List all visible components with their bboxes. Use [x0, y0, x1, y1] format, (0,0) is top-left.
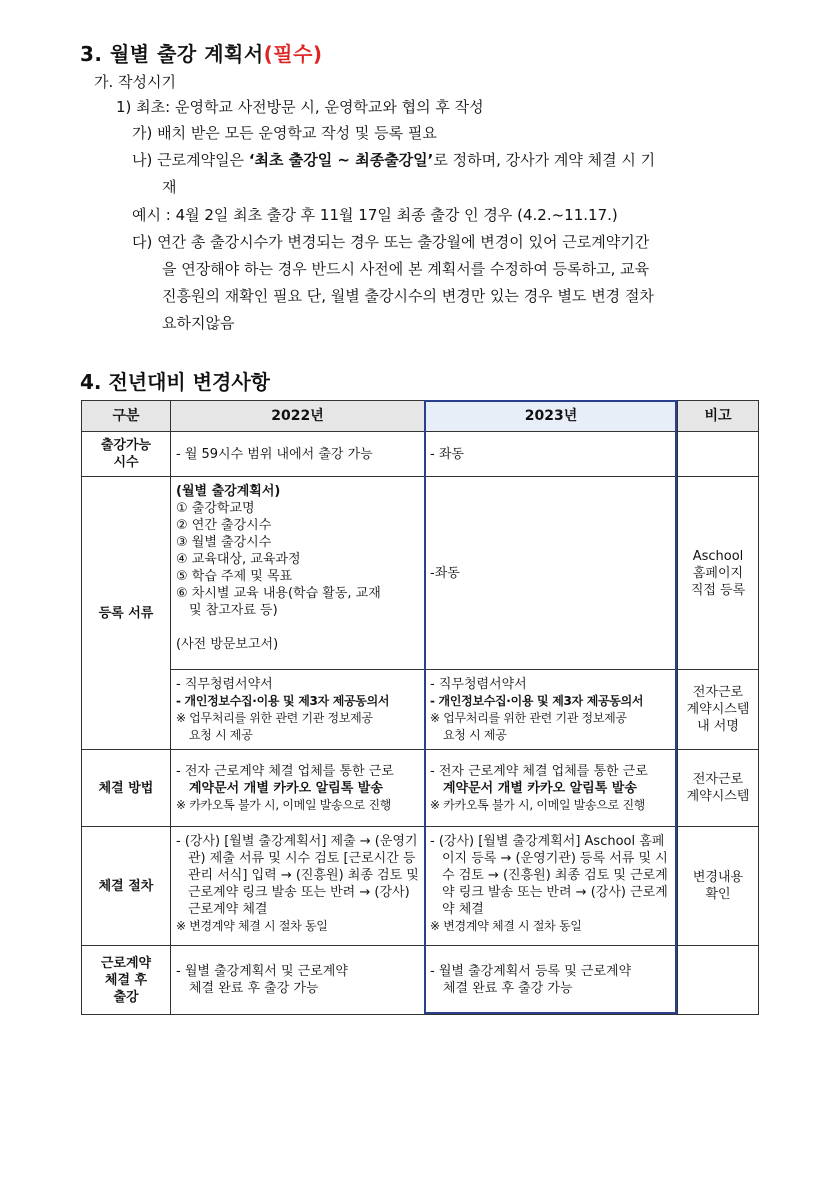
method-line-bold: 계약문서 개별 카카오 알림톡 발송 [443, 780, 637, 796]
docs-item: ⑥ 차시별 교육 내용(학습 활동, 교재 [176, 586, 381, 601]
method-note: ※ 카카오톡 불가 시, 이메일 발송으로 진행 [176, 797, 392, 812]
item-na [132, 148, 655, 172]
after-2023-1: - 월별 출강계획서 등록 및 근로계약 [430, 964, 632, 979]
procedure-2023-text: - (강사) [월별 출강계획서] Aschool 홈페이지 등록 → (운영기관) 등록 서류 및 시수 검토 → (진흥원) 최종 검토 및 근로계약 링크 발송 또는 반려 → (강사) 근로계약 체결 [430, 834, 668, 917]
section-4-title: 4. 전년대비 변경사항 [80, 370, 270, 394]
hours-2023: - 좌동 [425, 432, 678, 477]
row-hours [82, 432, 759, 477]
after-2023-2: 체결 완료 후 출강 가능 [443, 981, 573, 996]
row-docs-a [82, 477, 759, 670]
method-line-bold: 계약문서 개별 카카오 알림톡 발송 [189, 780, 383, 796]
docs-item: ⑤ 학습 주제 및 목표 [176, 569, 293, 584]
docs-2022-extra: (사전 방문보고서) [176, 637, 279, 652]
label-procedure: 체결 절차 [82, 827, 171, 946]
procedure-2022-note: ※ 변경계약 체결 시 절차 동일 [176, 919, 328, 933]
row-procedure [82, 827, 759, 946]
item-da-4: 요하지않음 [162, 314, 235, 332]
consent-line: - 개인정보수집·이용 및 제3자 제공동의서 [176, 693, 390, 708]
label-hours: 출강가능 시수 [82, 432, 171, 477]
item-na-bold: ‘최초 출강일 ~ 최종출강일’ [248, 151, 434, 169]
header-category: 구분 [82, 401, 171, 432]
hours-2022: - 월 59시수 범위 내에서 출강 가능 [171, 432, 425, 477]
procedure-2023-note: ※ 변경계약 체결 시 절차 동일 [430, 919, 582, 933]
header-2023: 2023년 [425, 401, 678, 432]
docs-2023: -좌동 [425, 477, 678, 670]
after-2022-2: 체결 완료 후 출강 가능 [189, 981, 319, 996]
procedure-2022 [171, 827, 425, 946]
after-2023 [425, 946, 678, 1015]
method-line: - 전자 근로계약 체결 업체를 통한 근로 [430, 763, 648, 779]
docs-item: ② 연간 출강시수 [176, 518, 272, 533]
writing-period-label: 가. 작성시기 [94, 73, 176, 91]
docs-note: Aschool 홈페이지 직접 등록 [678, 477, 759, 670]
section-3-number: 3. [80, 42, 103, 66]
provision-note: ※ 업무처리를 위한 관련 기관 정보제공 [430, 710, 627, 725]
item-da-2: 을 연장해야 하는 경우 반드시 사전에 본 계획서를 수정하여 등록하고, 교육 [162, 260, 650, 278]
hours-note [678, 432, 759, 477]
method-2022 [171, 750, 425, 827]
consent-line: - 개인정보수집·이용 및 제3자 제공동의서 [430, 693, 644, 708]
docs-item: ④ 교육대상, 교육과정 [176, 552, 301, 567]
item-na-post: 로 정하며, 강사가 계약 체결 시 기 [433, 151, 656, 169]
item-na-cont: 재 [162, 178, 177, 196]
method-note: ※ 카카오톡 불가 시, 이메일 발송으로 진행 [430, 797, 646, 812]
header-note: 비고 [678, 401, 759, 432]
pledge-line: - 직무청렴서약서 [176, 676, 273, 692]
method-line: - 전자 근로계약 체결 업체를 통한 근로 [176, 763, 394, 779]
item-da-1: 다) 연간 총 출강시수가 변경되는 경우 또는 출강월에 변경이 있어 근로계약기간 [132, 233, 650, 251]
procedure-2023 [425, 827, 678, 946]
docs-2022 [171, 477, 425, 670]
after-2022 [171, 946, 425, 1015]
example-line: 예시 : 4월 2일 최초 출강 후 11월 17일 최종 출강 인 경우 (4.2.~11.17.) [132, 206, 618, 224]
row-docs-b [82, 670, 759, 750]
docs-item: ① 출강학교명 [176, 501, 255, 516]
row-method [82, 750, 759, 827]
provision-note-cont: 요청 시 제공 [443, 727, 507, 742]
section-3-title [80, 38, 323, 67]
section-3-title-text: 월별 출강 계획서 [109, 42, 264, 66]
item-ga: 가) 배치 받은 모든 운영학교 작성 및 등록 필요 [132, 124, 437, 142]
provision-note-cont: 요청 시 제공 [189, 727, 253, 742]
after-2022-1: - 월별 출강계획서 및 근로계약 [176, 964, 348, 979]
docs-sub-2022 [171, 670, 425, 750]
method-note-cell: 전자근로 계약시스템 [678, 750, 759, 827]
procedure-note: 변경내용 확인 [678, 827, 759, 946]
label-after: 근로계약 체결 후 출강 [82, 946, 171, 1015]
pledge-line: - 직무청렴서약서 [430, 676, 527, 692]
docs-item: 및 참고자료 등) [189, 603, 278, 618]
item-na-pre: 나) 근로계약일은 [132, 151, 249, 169]
docs-item: ③ 월별 출강시수 [176, 535, 272, 550]
header-2022: 2022년 [171, 401, 425, 432]
docs-sub-2023 [425, 670, 678, 750]
row-after [82, 946, 759, 1015]
required-badge: (필수) [263, 42, 323, 66]
docs-sub-note: 전자근로 계약시스템 내 서명 [678, 670, 759, 750]
procedure-2022-text: - (강사) [월별 출강계획서] 제출 → (운영기관) 제출 서류 및 시수 검토 [근로시간 등 관리 서식] 입력 → (진흥원) 최종 검토 및 근로계약 링크 발송 또는 반려 → (강사) 근로계약 체결 [176, 834, 419, 917]
after-note [678, 946, 759, 1015]
header-row [82, 401, 759, 432]
item-da-3: 진흥원의 재확인 필요 단, 월별 출강시수의 변경만 있는 경우 별도 변경 절차 [162, 287, 654, 305]
label-docs: 등록 서류 [82, 477, 171, 750]
item-initial: 1) 최초: 운영학교 사전방문 시, 운영학교와 협의 후 작성 [116, 98, 484, 116]
docs-2022-title: (월별 출강계획서) [176, 484, 281, 499]
method-2023 [425, 750, 678, 827]
provision-note: ※ 업무처리를 위한 관련 기관 정보제공 [176, 710, 373, 725]
label-method: 체결 방법 [82, 750, 171, 827]
comparison-table [81, 400, 759, 1015]
